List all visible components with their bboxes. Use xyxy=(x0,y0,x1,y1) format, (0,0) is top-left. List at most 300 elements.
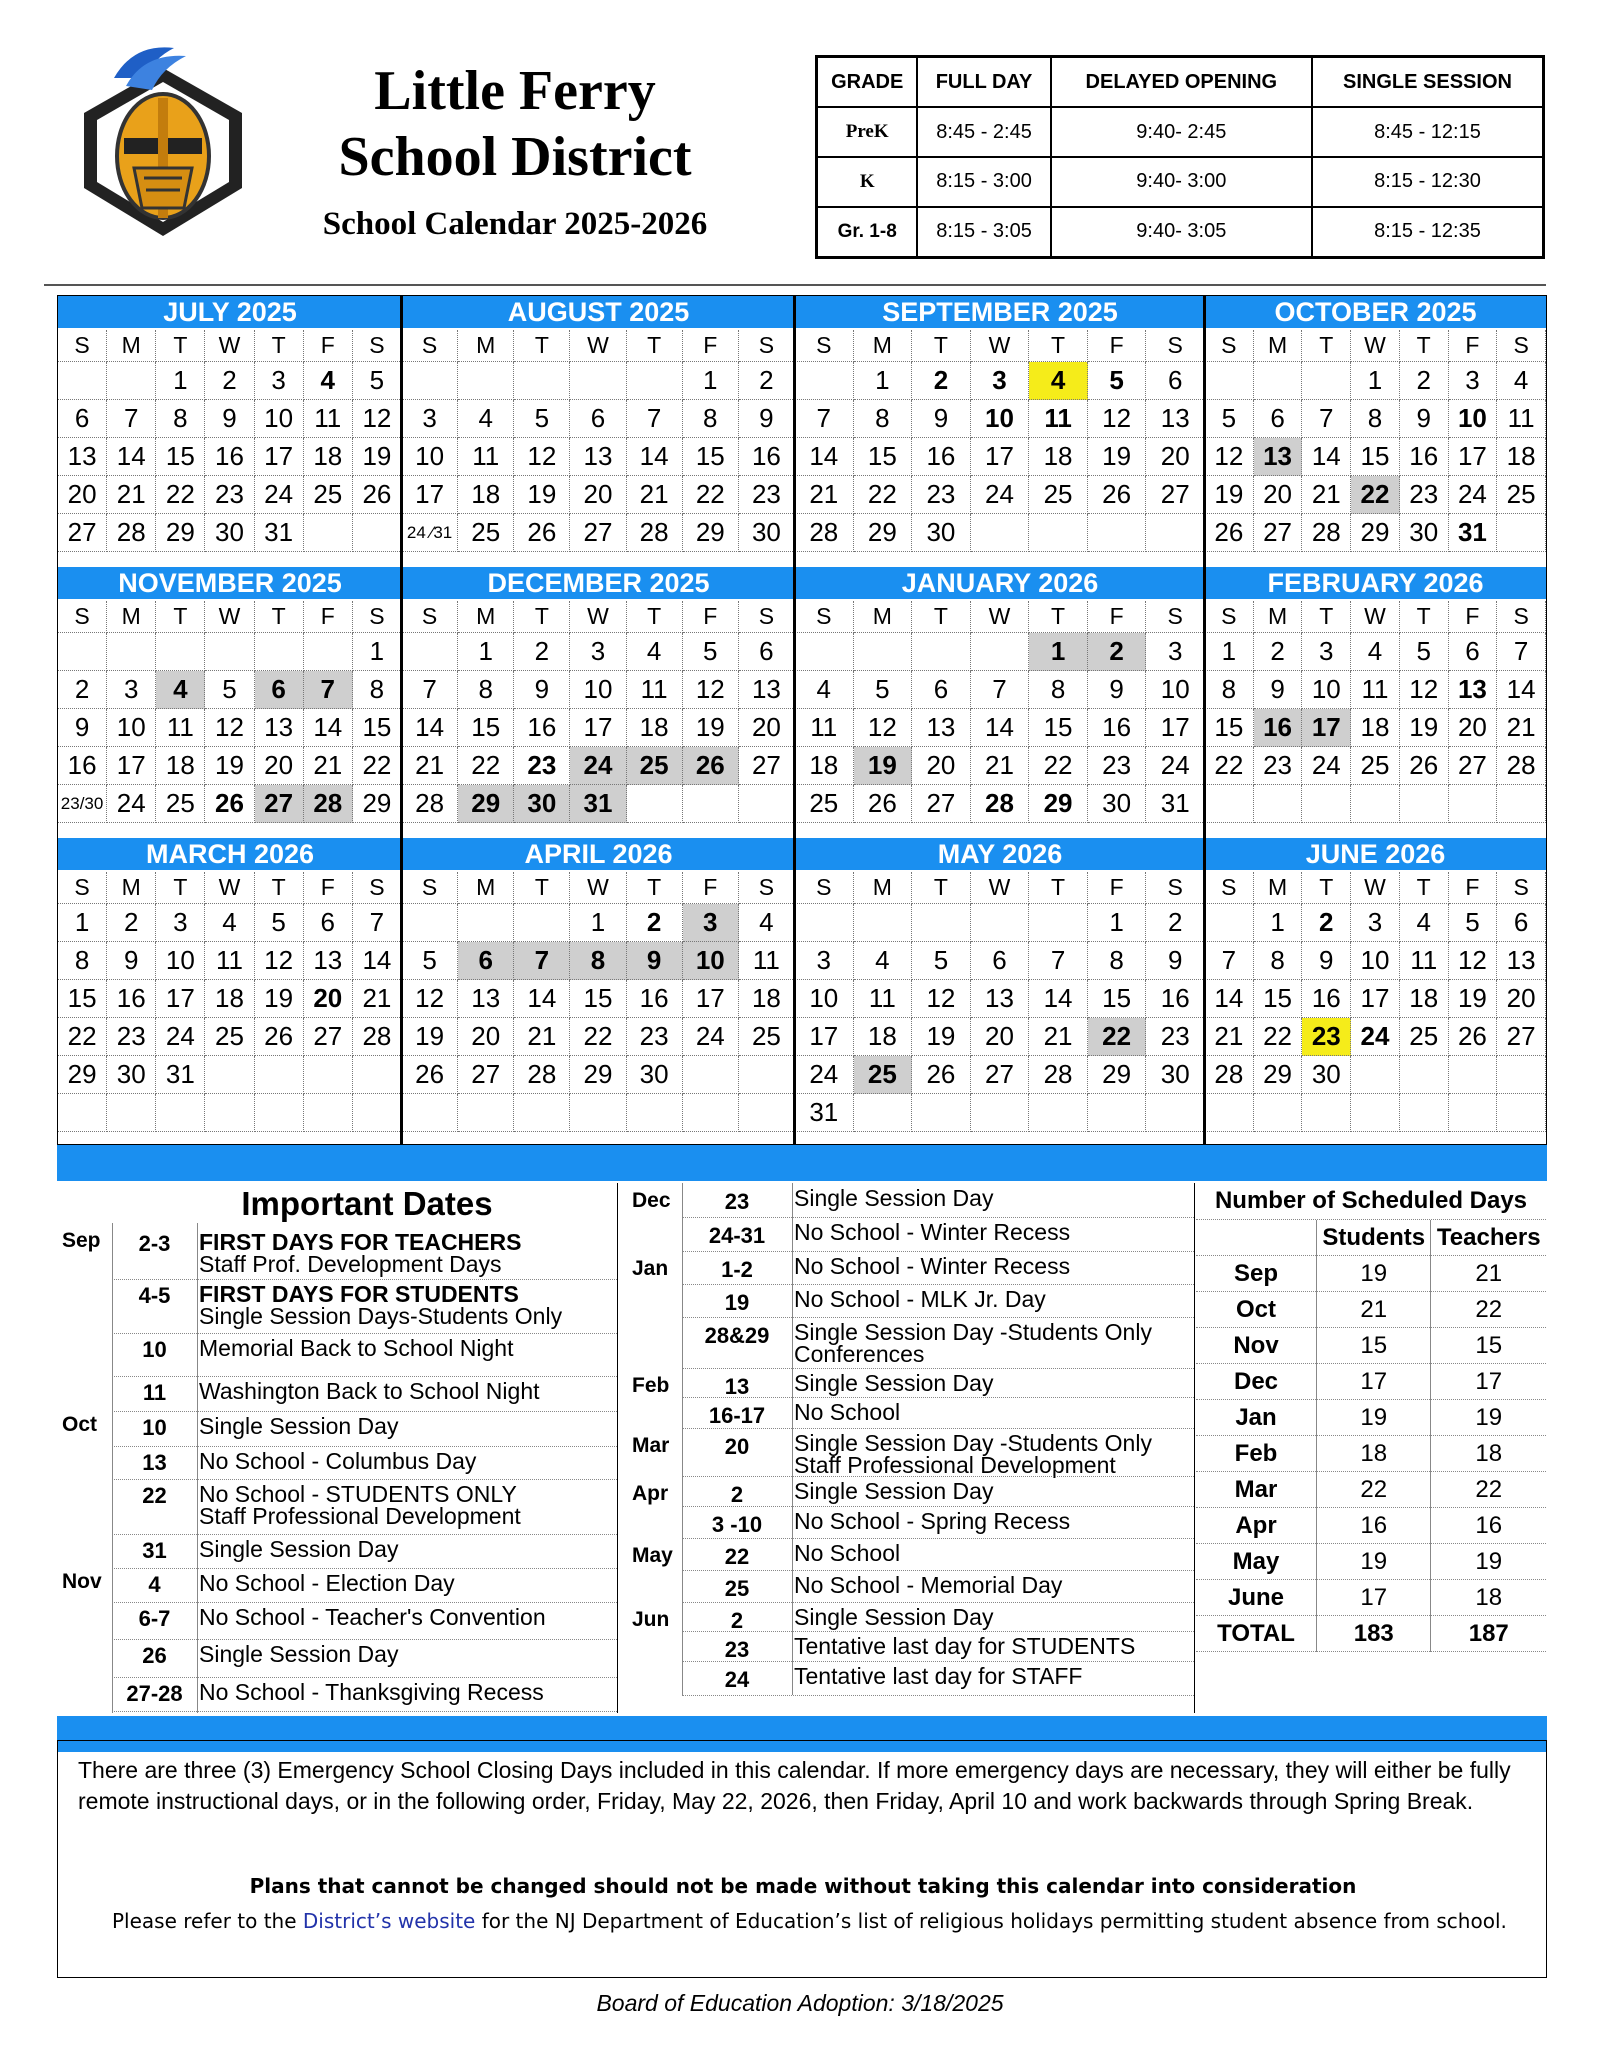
day-cell: 20 xyxy=(1254,476,1303,514)
day-cell: 31 xyxy=(795,1094,854,1132)
important-date-description: Staff Prof. Development Days xyxy=(199,1251,502,1277)
day-cell: 3 xyxy=(255,362,304,400)
empty-day-cell xyxy=(1351,1056,1400,1094)
day-cell: 22 xyxy=(1088,1018,1147,1056)
empty-day-cell xyxy=(1302,785,1351,823)
day-cell: 27 xyxy=(1497,1018,1546,1056)
day-cell: 20 xyxy=(304,980,353,1018)
day-cell: 10 xyxy=(683,942,739,980)
day-cell: 12 xyxy=(353,400,402,438)
weekday-header: T xyxy=(1302,872,1351,904)
day-cell: 28 xyxy=(1302,514,1351,552)
students-count-cell: 19 xyxy=(1317,1544,1431,1580)
day-cell: 13 xyxy=(58,438,107,476)
weekday-header: M xyxy=(458,872,514,904)
important-date-description: No School - Spring Recess xyxy=(794,1508,1071,1534)
day-cell: 6 xyxy=(304,904,353,942)
important-date-month: May xyxy=(632,1544,673,1567)
day-cell: 10 xyxy=(107,709,156,747)
scheduled-month-cell: TOTAL xyxy=(1196,1616,1317,1652)
day-cell: 28 xyxy=(304,785,353,823)
row-separator xyxy=(112,1534,617,1535)
day-cell: 30 xyxy=(107,1056,156,1094)
day-cell: 14 xyxy=(1205,980,1254,1018)
day-cell: 11 xyxy=(1351,671,1400,709)
important-date-description: Single Session Day xyxy=(199,1413,399,1439)
day-cell: 13 xyxy=(1449,671,1498,709)
day-cell: 7 xyxy=(353,904,402,942)
empty-day-cell xyxy=(1400,1056,1449,1094)
weekday-header: T xyxy=(912,330,971,362)
weekday-header: S xyxy=(1497,330,1546,362)
day-cell: 29 xyxy=(156,514,205,552)
day-cell: 14 xyxy=(514,980,570,1018)
day-cell: 20 xyxy=(912,747,971,785)
empty-day-cell xyxy=(402,362,458,400)
weekday-header: T xyxy=(156,330,205,362)
day-cell: 15 xyxy=(458,709,514,747)
day-cell: 17 xyxy=(570,709,626,747)
empty-day-cell xyxy=(1351,785,1400,823)
day-cell: 6 xyxy=(971,942,1030,980)
scheduled-days-row xyxy=(1196,1508,1546,1544)
students-count-cell: 17 xyxy=(1317,1580,1431,1616)
column-line xyxy=(792,1183,793,1695)
important-date-description: No School - Thanksgiving Recess xyxy=(199,1679,544,1705)
day-cell: 19 xyxy=(205,747,254,785)
day-cell: 18 xyxy=(304,438,353,476)
day-cell: 12 xyxy=(255,942,304,980)
day-cell: 6 xyxy=(58,400,107,438)
day-cell: 3 xyxy=(570,633,626,671)
weekday-header: S xyxy=(353,872,402,904)
day-cell: 15 xyxy=(1254,980,1303,1018)
empty-day-cell xyxy=(1497,1056,1546,1094)
weekday-header: M xyxy=(107,330,156,362)
day-cell: 17 xyxy=(1449,438,1498,476)
empty-day-cell xyxy=(854,1094,913,1132)
empty-day-cell xyxy=(1497,785,1546,823)
day-cell: 11 xyxy=(1029,400,1088,438)
day-cell: 12 xyxy=(1088,400,1147,438)
teachers-count-cell: 18 xyxy=(1431,1580,1546,1616)
day-cell: 24 xyxy=(1351,1018,1400,1056)
day-cell: 10 xyxy=(402,438,458,476)
day-cell: 8 xyxy=(458,671,514,709)
weekday-header: M xyxy=(854,872,913,904)
day-cell: 24 xyxy=(971,476,1030,514)
day-cell: 5 xyxy=(255,904,304,942)
day-cell: 29 xyxy=(570,1056,626,1094)
day-cell: 13 xyxy=(912,709,971,747)
day-cell: 10 xyxy=(1351,942,1400,980)
scheduled-days-row xyxy=(1196,1328,1546,1364)
empty-day-cell xyxy=(683,1094,739,1132)
weekday-header: F xyxy=(304,330,353,362)
day-cell: 24 xyxy=(156,1018,205,1056)
day-cell: 7 xyxy=(627,400,683,438)
day-cell: 24 xyxy=(570,747,626,785)
day-cell: 22 xyxy=(570,1018,626,1056)
month-title: JUNE 2026 xyxy=(1205,838,1546,870)
column-line xyxy=(112,1223,113,1713)
blank-header-cell xyxy=(1196,1220,1317,1256)
weekday-header: S xyxy=(1146,872,1205,904)
important-date-day: 10 xyxy=(142,1415,167,1440)
weekday-header: S xyxy=(1205,601,1254,633)
row-separator xyxy=(112,1279,617,1280)
day-cell: 17 xyxy=(156,980,205,1018)
day-cell: 1 xyxy=(458,633,514,671)
important-date-description: Single Session Day xyxy=(794,1370,994,1396)
day-cell: 29 xyxy=(1029,785,1088,823)
empty-day-cell xyxy=(1400,1094,1449,1132)
empty-day-cell xyxy=(912,1094,971,1132)
day-cell: 6 xyxy=(458,942,514,980)
row-separator xyxy=(112,1568,617,1569)
day-cell: 1 xyxy=(58,904,107,942)
scheduled-days-section xyxy=(1196,1183,1546,1652)
day-cell: 25 xyxy=(156,785,205,823)
month-block xyxy=(795,838,1205,1144)
weekday-header: T xyxy=(627,330,683,362)
day-cell: 16 xyxy=(1254,709,1303,747)
empty-day-cell xyxy=(458,1094,514,1132)
day-cell: 24 ⁄31 xyxy=(402,514,458,552)
teachers-count-cell: 21 xyxy=(1431,1256,1546,1292)
row-separator xyxy=(682,1284,1194,1285)
day-cell: 22 xyxy=(58,1018,107,1056)
weekday-header: T xyxy=(156,601,205,633)
important-date-description: Single Session Day -Students Only xyxy=(794,1430,1152,1456)
important-date-day: 1-2 xyxy=(721,1257,753,1282)
weekday-header: S xyxy=(402,601,458,633)
day-cell: 8 xyxy=(854,400,913,438)
grade-cell: Gr. 1-8 xyxy=(817,207,918,258)
empty-day-cell xyxy=(912,904,971,942)
important-date-day: 2-3 xyxy=(138,1231,171,1256)
weekday-header: S xyxy=(795,601,854,633)
day-cell: 19 xyxy=(1205,476,1254,514)
month-block xyxy=(58,567,402,838)
month-block xyxy=(58,296,402,567)
row-separator xyxy=(682,1570,1194,1571)
empty-day-cell xyxy=(1205,904,1254,942)
students-count-cell: 19 xyxy=(1317,1400,1431,1436)
day-cell: 15 xyxy=(1029,709,1088,747)
empty-day-cell xyxy=(304,514,353,552)
day-cell: 5 xyxy=(205,671,254,709)
day-cell: 4 xyxy=(1400,904,1449,942)
day-cell: 17 xyxy=(1351,980,1400,1018)
month-day-grid xyxy=(1205,330,1546,552)
scheduled-days-row xyxy=(1196,1580,1546,1616)
day-cell: 8 xyxy=(1088,942,1147,980)
day-cell: 3 xyxy=(683,904,739,942)
empty-day-cell xyxy=(58,633,107,671)
day-cell: 14 xyxy=(304,709,353,747)
weekday-header: W xyxy=(205,601,254,633)
day-cell: 10 xyxy=(255,400,304,438)
weekday-header: W xyxy=(570,601,626,633)
weekday-header: F xyxy=(683,601,739,633)
important-date-day: 22 xyxy=(724,1544,750,1569)
month-title: JULY 2025 xyxy=(58,296,402,328)
row-separator xyxy=(682,1251,1194,1252)
row-separator xyxy=(112,1677,617,1678)
scheduled-days-row xyxy=(1196,1292,1546,1328)
day-cell: 30 xyxy=(514,785,570,823)
day-cell: 17 xyxy=(255,438,304,476)
weekday-header: F xyxy=(1449,872,1498,904)
important-date-month: Mar xyxy=(632,1434,670,1457)
empty-day-cell xyxy=(971,514,1030,552)
day-cell: 9 xyxy=(514,671,570,709)
empty-day-cell xyxy=(304,1056,353,1094)
day-cell: 19 xyxy=(514,476,570,514)
day-cell: 14 xyxy=(1497,671,1546,709)
empty-day-cell xyxy=(205,1056,254,1094)
day-cell: 22 xyxy=(353,747,402,785)
time-cell: 9:40- 3:00 xyxy=(1051,157,1312,207)
day-cell: 28 xyxy=(627,514,683,552)
important-date-description: No School xyxy=(794,1399,901,1425)
day-cell: 22 xyxy=(458,747,514,785)
day-cell: 8 xyxy=(156,400,205,438)
day-cell: 16 xyxy=(1146,980,1205,1018)
day-cell: 5 xyxy=(683,633,739,671)
weekday-header: T xyxy=(1400,872,1449,904)
day-cell: 16 xyxy=(912,438,971,476)
day-cell: 19 xyxy=(912,1018,971,1056)
day-cell: 15 xyxy=(58,980,107,1018)
day-cell: 25 xyxy=(1351,747,1400,785)
day-cell: 20 xyxy=(1146,438,1205,476)
day-cell: 2 xyxy=(912,362,971,400)
scheduled-month-cell: Nov xyxy=(1196,1328,1317,1364)
day-cell: 22 xyxy=(1205,747,1254,785)
important-date-day: 13 xyxy=(724,1374,750,1399)
important-date-day: 25 xyxy=(724,1576,750,1601)
empty-day-cell xyxy=(1400,785,1449,823)
day-cell: 23/30 xyxy=(58,785,107,823)
weekday-header: F xyxy=(1449,330,1498,362)
empty-day-cell xyxy=(627,785,683,823)
weekday-header: S xyxy=(1205,872,1254,904)
day-cell: 28 xyxy=(514,1056,570,1094)
empty-day-cell xyxy=(514,362,570,400)
important-date-description: FIRST DAYS FOR STUDENTS xyxy=(199,1281,519,1307)
day-cell: 28 xyxy=(1029,1056,1088,1094)
day-cell: 18 xyxy=(1351,709,1400,747)
day-cell: 17 xyxy=(1302,709,1351,747)
day-cell: 8 xyxy=(1351,400,1400,438)
day-cell: 19 xyxy=(1088,438,1147,476)
day-cell: 13 xyxy=(570,438,626,476)
day-cell: 9 xyxy=(739,400,795,438)
important-date-day: 11 xyxy=(142,1380,167,1405)
day-cell: 26 xyxy=(514,514,570,552)
month-column-divider xyxy=(1203,296,1206,1144)
row-separator xyxy=(112,1411,617,1412)
day-cell: 9 xyxy=(1146,942,1205,980)
empty-day-cell xyxy=(514,904,570,942)
empty-day-cell xyxy=(156,633,205,671)
month-day-grid xyxy=(402,872,795,1132)
day-cell: 6 xyxy=(912,671,971,709)
weekday-header: W xyxy=(1351,872,1400,904)
scheduled-month-cell: June xyxy=(1196,1580,1317,1616)
day-cell: 15 xyxy=(156,438,205,476)
row-separator xyxy=(112,1639,617,1640)
students-count-cell: 19 xyxy=(1317,1256,1431,1292)
day-cell: 4 xyxy=(205,904,254,942)
scheduled-days-table xyxy=(1196,1220,1546,1652)
day-cell: 29 xyxy=(58,1056,107,1094)
day-cell: 21 xyxy=(1497,709,1546,747)
weekday-header: W xyxy=(570,330,626,362)
day-cell: 18 xyxy=(458,476,514,514)
empty-day-cell xyxy=(458,362,514,400)
empty-day-cell xyxy=(402,633,458,671)
weekday-header: F xyxy=(304,872,353,904)
scheduled-month-cell: Mar xyxy=(1196,1472,1317,1508)
weekday-header: S xyxy=(739,330,795,362)
weekday-header: T xyxy=(255,872,304,904)
scheduled-month-cell: Sep xyxy=(1196,1256,1317,1292)
scheduled-month-cell: Jan xyxy=(1196,1400,1317,1436)
day-cell: 7 xyxy=(1205,942,1254,980)
day-cell: 23 xyxy=(912,476,971,514)
day-cell: 19 xyxy=(1400,709,1449,747)
empty-day-cell xyxy=(205,1094,254,1132)
month-day-grid xyxy=(402,601,795,823)
students-count-cell: 18 xyxy=(1317,1436,1431,1472)
day-cell: 28 xyxy=(107,514,156,552)
day-cell: 22 xyxy=(1351,476,1400,514)
row-separator xyxy=(112,1479,617,1480)
empty-day-cell xyxy=(1302,1094,1351,1132)
important-date-description: No School - Election Day xyxy=(199,1570,455,1596)
empty-day-cell xyxy=(1088,1094,1147,1132)
important-date-description: Tentative last day for STAFF xyxy=(794,1663,1083,1689)
important-date-description: No School - STUDENTS ONLY xyxy=(199,1481,517,1507)
day-cell: 8 xyxy=(1254,942,1303,980)
day-cell: 14 xyxy=(971,709,1030,747)
board-adoption-footer: Board of Education Adoption: 3/18/2025 xyxy=(596,1990,1004,2016)
column-line xyxy=(682,1183,683,1695)
day-cell: 8 xyxy=(1029,671,1088,709)
day-cell: 10 xyxy=(1146,671,1205,709)
day-cell: 23 xyxy=(1254,747,1303,785)
day-cell: 4 xyxy=(627,633,683,671)
month-block xyxy=(402,296,795,567)
day-cell: 28 xyxy=(353,1018,402,1056)
day-cell: 17 xyxy=(1146,709,1205,747)
day-cell: 26 xyxy=(1205,514,1254,552)
day-cell: 17 xyxy=(107,747,156,785)
day-cell: 31 xyxy=(156,1056,205,1094)
day-cell: 24 xyxy=(683,1018,739,1056)
day-cell: 13 xyxy=(739,671,795,709)
day-cell: 15 xyxy=(1088,980,1147,1018)
day-cell: 5 xyxy=(1400,633,1449,671)
important-dates-title: Important Dates xyxy=(241,1185,493,1222)
weekday-header: W xyxy=(570,872,626,904)
students-count-cell: 183 xyxy=(1317,1616,1431,1652)
weekday-header: T xyxy=(912,601,971,633)
empty-day-cell xyxy=(1254,362,1303,400)
empty-day-cell xyxy=(1449,1094,1498,1132)
district-website-link[interactable]: District’s website xyxy=(302,1909,476,1933)
month-title: JANUARY 2026 xyxy=(795,567,1205,599)
day-cell: 25 xyxy=(1497,476,1546,514)
row-separator xyxy=(682,1217,1194,1218)
day-cell: 3 xyxy=(107,671,156,709)
day-cell: 24 xyxy=(255,476,304,514)
day-cell: 12 xyxy=(205,709,254,747)
scheduled-month-cell: Oct xyxy=(1196,1292,1317,1328)
refer-text: Please refer to the xyxy=(112,1909,303,1933)
day-cell: 30 xyxy=(1146,1056,1205,1094)
day-cell: 12 xyxy=(1449,942,1498,980)
weekday-header: F xyxy=(1088,330,1147,362)
empty-day-cell xyxy=(683,785,739,823)
month-day-grid xyxy=(795,601,1205,823)
important-date-description: Single Session Day xyxy=(794,1185,994,1211)
row-separator xyxy=(682,1317,1194,1318)
calendar-grid xyxy=(57,295,1547,1145)
scheduled-days-title: Number of Scheduled Days xyxy=(1196,1183,1546,1220)
weekday-header: W xyxy=(971,601,1030,633)
district-title xyxy=(280,58,750,248)
teachers-count-cell: 15 xyxy=(1431,1328,1546,1364)
day-cell: 8 xyxy=(570,942,626,980)
important-date-month: Jun xyxy=(632,1608,670,1631)
weekday-header: F xyxy=(683,872,739,904)
row-separator xyxy=(682,1661,1194,1662)
scheduled-days-row xyxy=(1196,1256,1546,1292)
day-cell: 4 xyxy=(458,400,514,438)
day-cell: 7 xyxy=(304,671,353,709)
important-date-description: Tentative last day for STUDENTS xyxy=(794,1633,1136,1659)
day-cell: 3 xyxy=(795,942,854,980)
empty-day-cell xyxy=(739,785,795,823)
day-cell: 23 xyxy=(514,747,570,785)
day-cell: 31 xyxy=(1146,785,1205,823)
empty-day-cell xyxy=(854,633,913,671)
day-cell: 21 xyxy=(107,476,156,514)
weekday-header: T xyxy=(1029,330,1088,362)
important-date-description: No School - Winter Recess xyxy=(794,1219,1071,1245)
day-cell: 9 xyxy=(1088,671,1147,709)
day-cell: 15 xyxy=(1351,438,1400,476)
empty-day-cell xyxy=(1351,1094,1400,1132)
weekday-header: S xyxy=(402,330,458,362)
calendar-subtitle: School Calendar 2025-2026 xyxy=(322,206,708,242)
empty-day-cell xyxy=(1254,785,1303,823)
empty-day-cell xyxy=(739,1094,795,1132)
month-day-grid xyxy=(58,601,402,823)
scheduled-days-row xyxy=(1196,1544,1546,1580)
day-cell: 2 xyxy=(1088,633,1147,671)
day-cell: 30 xyxy=(912,514,971,552)
day-cell: 27 xyxy=(304,1018,353,1056)
day-cell: 30 xyxy=(1302,1056,1351,1094)
empty-day-cell xyxy=(971,904,1030,942)
empty-day-cell xyxy=(627,1094,683,1132)
day-cell: 16 xyxy=(1302,980,1351,1018)
